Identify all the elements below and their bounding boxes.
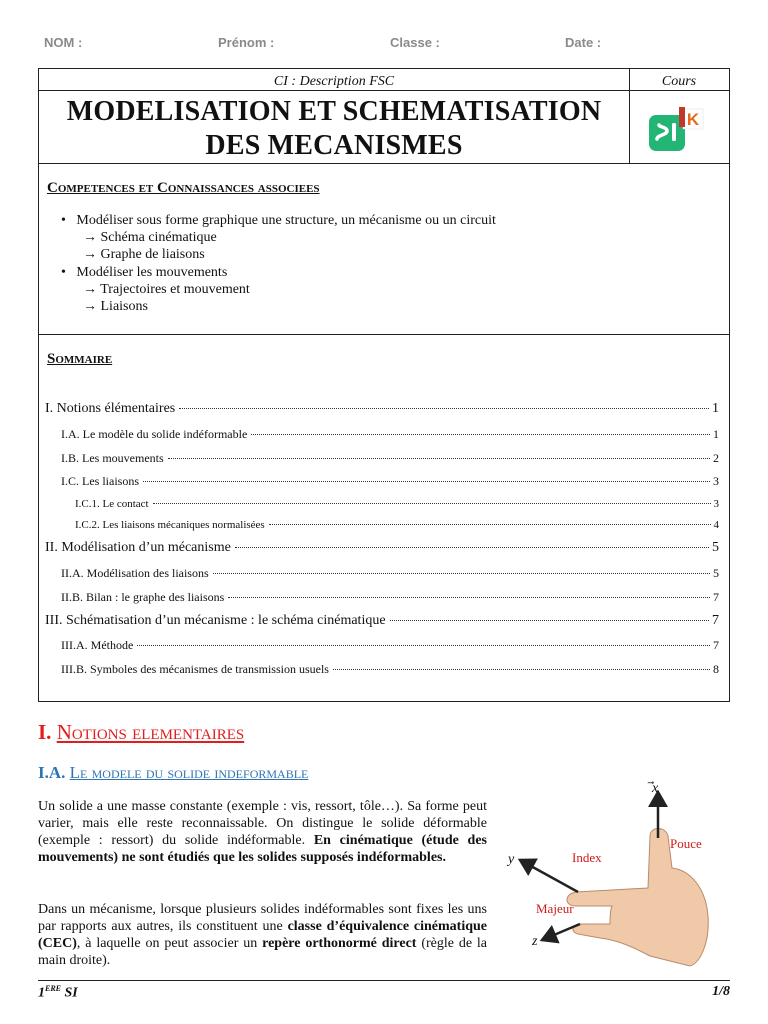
logo-badge: K <box>686 110 700 129</box>
section-title: Notions elementaires <box>56 720 245 744</box>
competence-sub-1-2: → Graphe de liaisons <box>83 247 205 262</box>
nom-field: NOM : <box>44 35 83 50</box>
toc-label: II.B. Bilan : le graphe des liaisons <box>61 590 225 604</box>
ci-label: CI : Description FSC <box>273 74 395 89</box>
header-row-divider <box>39 90 729 91</box>
toc-entry[interactable] <box>61 451 719 466</box>
toc-page: 8 <box>713 662 719 676</box>
date-field: Date : <box>565 35 602 50</box>
toc-entry[interactable] <box>61 474 719 489</box>
toc-page: 1 <box>712 401 719 416</box>
toc-label: I.A. Le modèle du solide indéformable <box>61 427 248 441</box>
toc-page: 5 <box>713 566 719 580</box>
toc-page: 5 <box>712 540 719 555</box>
y-axis-arrow <box>520 860 578 892</box>
paragraph-text: , à laquelle on peut associer un <box>76 936 258 951</box>
competence-text-2: Modéliser les mouvements <box>76 265 228 280</box>
toc-label: III.A. Méthode <box>61 638 134 652</box>
toc-label: I.C.1. Le contact <box>75 498 149 510</box>
sub-text: Liaisons <box>100 299 148 314</box>
sub-text: Graphe de liaisons <box>100 247 205 262</box>
document-type: Cours <box>661 74 697 89</box>
y-label: y <box>508 852 515 867</box>
footer-page: 1/8 <box>712 984 730 999</box>
paragraph-solide <box>38 798 487 866</box>
paragraph-text: (règle de la main droite). <box>38 936 488 968</box>
toc-entry[interactable] <box>45 613 719 629</box>
paragraph-text: Dans un mécanisme, lorsque plusieurs solides indéformables sont fixes les uns par rapports aux autres, ils constituent une <box>38 902 487 934</box>
toc-page: 3 <box>713 474 719 488</box>
toc-label: II.A. Modélisation des liaisons <box>61 566 209 580</box>
paragraph-bold: En cinématique (étude des mouvements) ne sont étudiés que les solides supposés indéformables. <box>38 833 487 865</box>
pouce-label: Pouce <box>670 836 702 851</box>
title-divider <box>39 163 729 164</box>
footer-divider <box>38 980 730 981</box>
toc-label: I.C. Les liaisons <box>61 474 139 488</box>
toc-page: 7 <box>712 613 719 628</box>
toc-page: 3 <box>713 498 719 510</box>
index-label: Index <box>572 850 602 865</box>
toc-entry[interactable] <box>75 498 719 510</box>
section-heading-1a <box>38 763 308 783</box>
toc-entry[interactable] <box>61 427 719 442</box>
title-line-1: MODELISATION ET SCHEMATISATION <box>66 96 602 127</box>
sub-text: Schéma cinématique <box>100 230 217 245</box>
paragraph-cec <box>38 901 487 969</box>
section-number: I.A. <box>38 763 66 782</box>
competence-item-2: • Modéliser les mouvements <box>61 265 228 280</box>
toc-page: 7 <box>713 590 719 604</box>
toc-label: I. Notions élémentaires <box>45 401 176 416</box>
competence-sub-1-1: → Schéma cinématique <box>83 230 217 245</box>
toc-label: II. Modélisation d’un mécanisme <box>45 540 231 555</box>
paragraph-text: Un solide a une masse constante (exemple : vis, ressort, tôle…). Sa forme peut varier, mais elle reste reconnaissable. On distingue le solide déformable (exemple : ressort) du solide indéformable. <box>38 799 487 848</box>
competence-sub-2-2: → Liaisons <box>83 299 148 314</box>
section-title: Le modele du solide indeformable <box>69 763 309 782</box>
toc-label: I.B. Les mouvements <box>61 451 164 465</box>
majeur-label: Majeur <box>536 901 574 916</box>
toc-label: III. Schématisation d’un mécanisme : le schéma cinématique <box>45 613 386 628</box>
footer-class: 1ERE SI <box>38 984 78 1001</box>
paragraph-bold: classe d’équivalence cinématique (CEC) <box>38 919 487 951</box>
toc-page: 4 <box>713 519 719 531</box>
toc-label: I.C.2. Les liaisons mécaniques normalisées <box>75 519 265 531</box>
si-logo <box>647 105 700 155</box>
toc-page: 1 <box>713 427 719 441</box>
toc-entry[interactable] <box>45 540 719 556</box>
toc-page: 2 <box>713 451 719 465</box>
competence-sub-2-1: → Trajectoires et mouvement <box>83 282 250 297</box>
classe-field: Classe : <box>390 35 440 50</box>
title-line-2: DES MECANISMES <box>205 130 463 161</box>
toc-label: III.B. Symboles des mécanismes de transmission usuels <box>61 662 329 676</box>
competence-item-1: • Modéliser sous forme graphique une structure, un mécanisme ou un circuit <box>61 213 496 228</box>
toc-entry[interactable] <box>75 519 719 531</box>
toc-entry[interactable] <box>61 566 719 581</box>
z-label: z <box>532 934 538 949</box>
page-title <box>39 95 629 163</box>
toc-entry[interactable] <box>61 590 719 605</box>
section-heading-1 <box>38 720 244 745</box>
toc-entry[interactable] <box>45 401 719 417</box>
toc-entry[interactable] <box>61 638 719 653</box>
paragraph-bold: repère orthonormé direct <box>262 936 417 951</box>
sub-text: Trajectoires et mouvement <box>100 282 250 297</box>
prenom-field: Prénom : <box>218 35 275 50</box>
competence-text-1: Modéliser sous forme graphique une structure, un mécanisme ou un circuit <box>76 213 496 228</box>
toc-page: 7 <box>713 638 719 652</box>
section-number: I. <box>38 720 52 744</box>
course-header-box <box>38 68 730 702</box>
competences-divider <box>39 334 729 335</box>
x-label: x <box>652 781 659 796</box>
competences-heading: Competences et Connaissances associees <box>47 180 320 196</box>
toc-entry[interactable] <box>61 662 719 677</box>
right-hand-rule-figure <box>500 778 730 973</box>
sommaire-heading: Sommaire <box>47 351 113 367</box>
